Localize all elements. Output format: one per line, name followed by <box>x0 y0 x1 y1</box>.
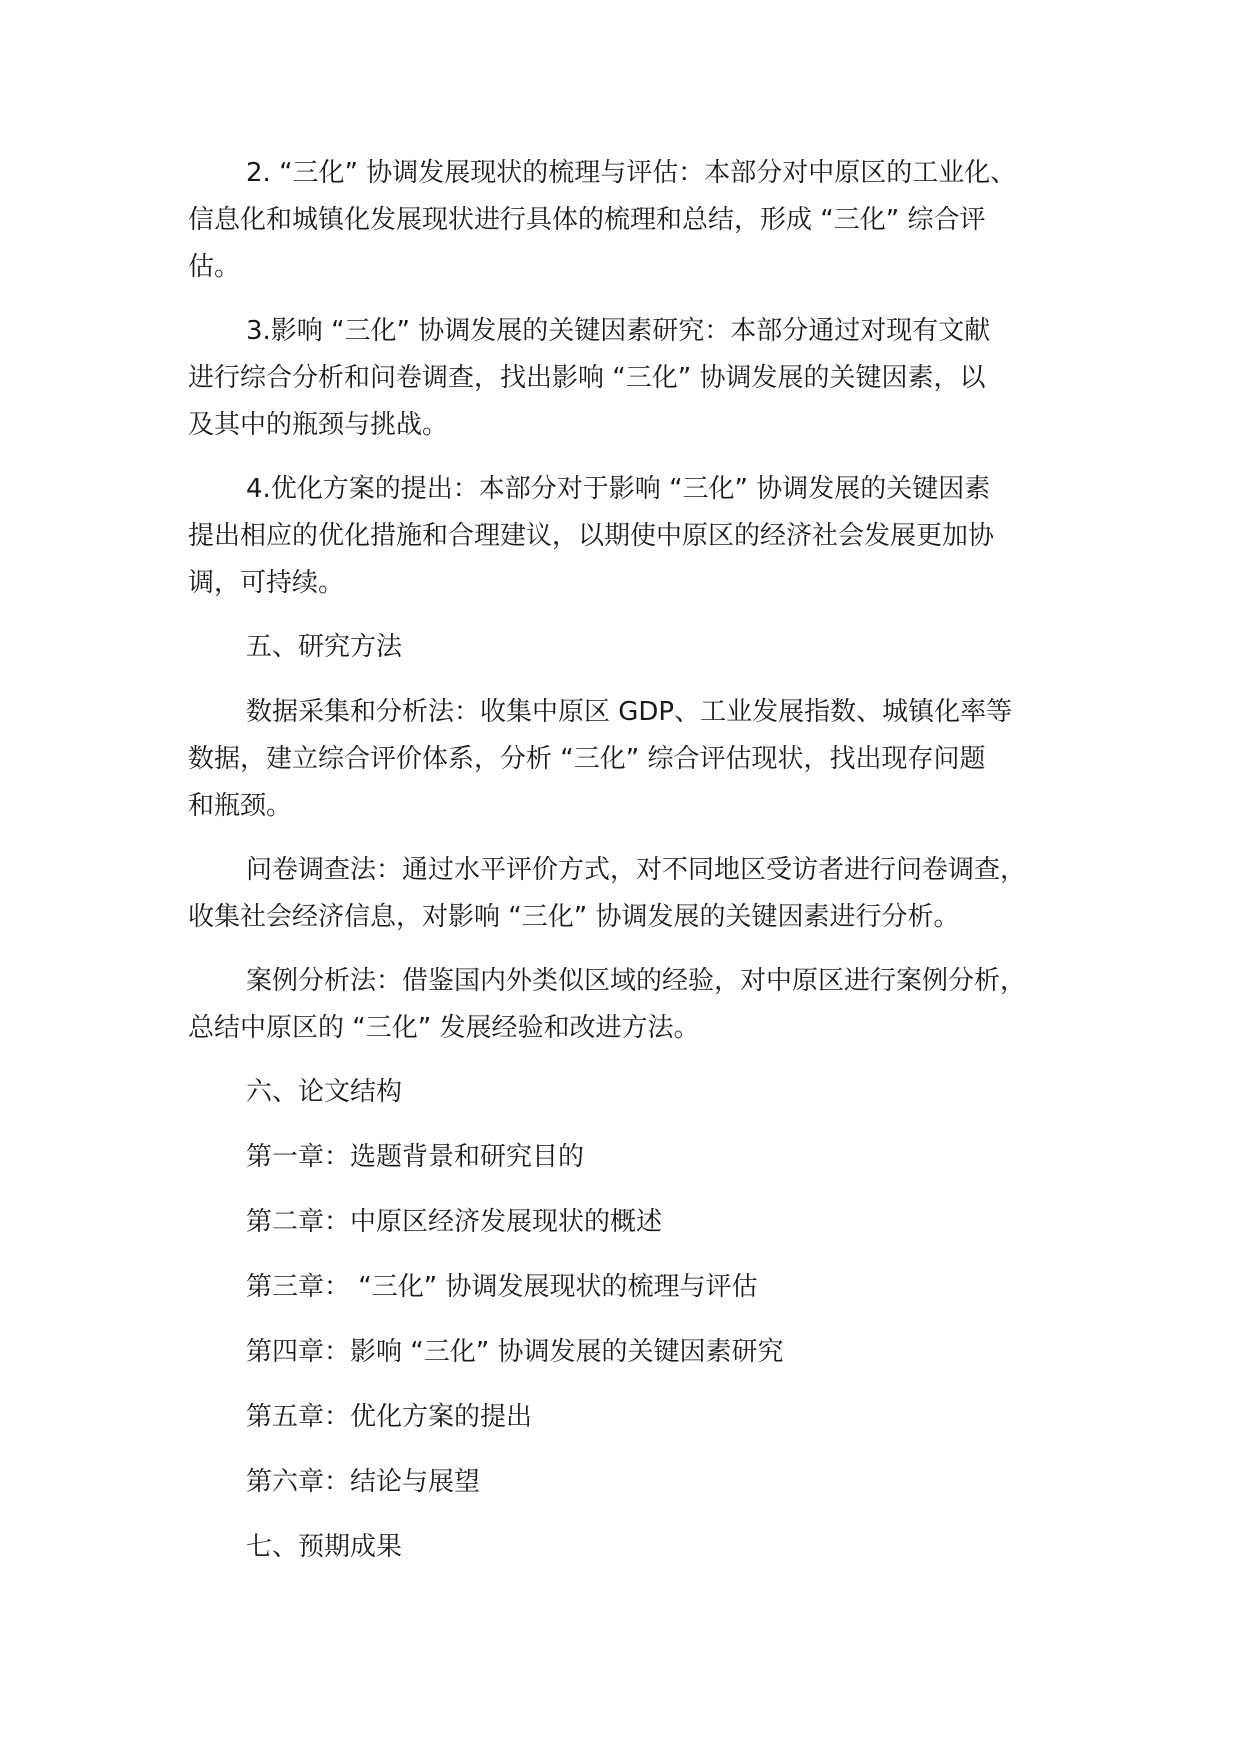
text-line: 估。 <box>188 252 241 282</box>
text-line: 和瓶颈。 <box>188 791 293 821</box>
chapter-line: 第五章：优化方案的提出 <box>246 1402 533 1432</box>
text-line: 2. “三化” 协调发展现状的梳理与评估：本部分对中原区的工业化、 <box>246 158 1017 188</box>
chapter-1 <box>188 1134 1088 1181</box>
paragraph-data-analysis-method <box>188 689 1088 830</box>
text-line: 数据采集和分析法：收集中原区 GDP、工业发展指数、城镇化率等 <box>246 697 1013 727</box>
paragraph-section-3 <box>188 308 1088 449</box>
text-line: 数据，建立综合评价体系，分析 “三化” 综合评估现状，找出现存问题 <box>188 744 986 774</box>
heading-research-methods <box>188 624 1088 671</box>
text-line: 问卷调查法：通过水平评价方式，对不同地区受访者进行问卷调查， <box>246 855 1027 885</box>
section-heading: 五、研究方法 <box>246 632 403 662</box>
heading-expected-results <box>188 1524 1088 1571</box>
paragraph-section-4 <box>188 466 1088 607</box>
document-page <box>188 150 1088 1589</box>
text-line: 信息化和城镇化发展现状进行具体的梳理和总结，形成 “三化” 综合评 <box>188 205 986 235</box>
text-line: 总结中原区的 “三化” 发展经验和改进方法。 <box>188 1013 700 1043</box>
chapter-4 <box>188 1329 1088 1376</box>
text-line: 及其中的瓶颈与挑战。 <box>188 410 449 440</box>
section-heading: 六、论文结构 <box>246 1077 403 1107</box>
paragraph-case-analysis-method <box>188 958 1088 1052</box>
text-line: 收集社会经济信息，对影响 “三化” 协调发展的关键因素进行分析。 <box>188 902 960 932</box>
text-line: 提出相应的优化措施和合理建议，以期使中原区的经济社会发展更加协 <box>188 521 995 551</box>
paragraph-section-2 <box>188 150 1088 291</box>
text-line: 调，可持续。 <box>188 568 345 598</box>
chapter-line: 第三章： “三化” 协调发展现状的梳理与评估 <box>246 1272 758 1302</box>
text-line: 4.优化方案的提出：本部分对于影响 “三化” 协调发展的关键因素 <box>246 474 991 504</box>
chapter-6 <box>188 1459 1088 1506</box>
chapter-line: 第二章：中原区经济发展现状的概述 <box>246 1207 663 1237</box>
chapter-3 <box>188 1264 1088 1311</box>
chapter-line: 第六章：结论与展望 <box>246 1467 481 1497</box>
chapter-line: 第四章：影响 “三化” 协调发展的关键因素研究 <box>246 1337 784 1367</box>
paragraph-survey-method <box>188 847 1088 941</box>
text-line: 3.影响 “三化” 协调发展的关键因素研究：本部分通过对现有文献 <box>246 316 991 346</box>
chapter-5 <box>188 1394 1088 1441</box>
heading-thesis-structure <box>188 1069 1088 1116</box>
text-line: 进行综合分析和问卷调查，找出影响 “三化” 协调发展的关键因素，以 <box>188 363 986 393</box>
chapter-line: 第一章：选题背景和研究目的 <box>246 1142 585 1172</box>
section-heading: 七、预期成果 <box>246 1532 403 1562</box>
chapter-2 <box>188 1199 1088 1246</box>
text-line: 案例分析法：借鉴国内外类似区域的经验，对中原区进行案例分析， <box>246 966 1027 996</box>
